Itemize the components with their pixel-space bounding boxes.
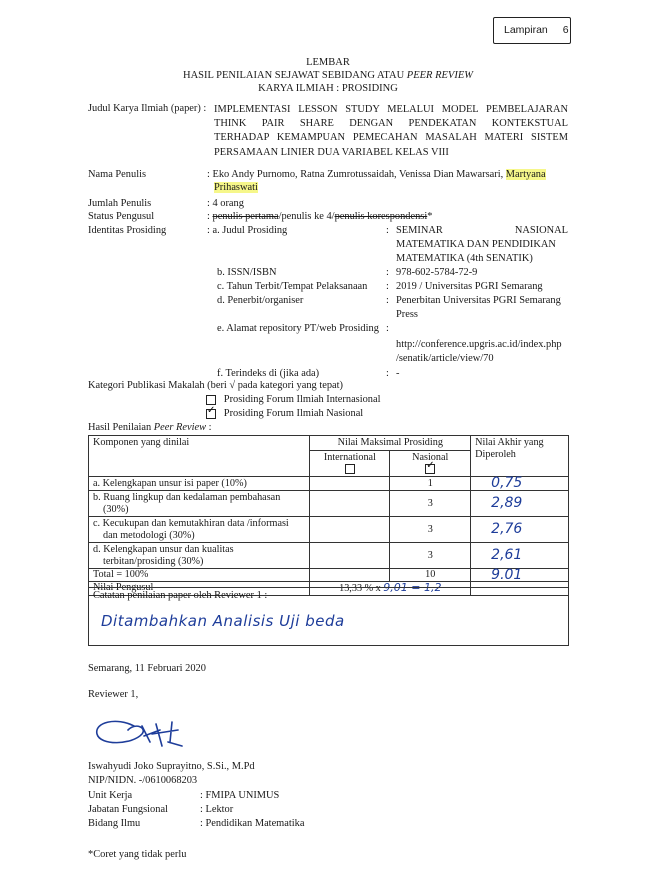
row-nasional: 3 [390,517,471,543]
lampiran-box: Lampiran 6 [493,17,571,44]
header-nilai-akhir-2: Diperoleh [475,448,516,460]
identitas-value-a-2: MATEMATIKA DAN PENDIDIKAN [396,239,556,250]
status-star: * [427,211,433,222]
identitas-value-d-1: Penerbitan Universitas PGRI Semarang [396,295,561,306]
identitas-value-b: 978-602-5784-72-9 [396,267,478,278]
catatan-handwritten: Ditambahkan Analisis Uji beda [101,612,345,630]
total-nilai-akhir: 9.01 [471,569,569,582]
judul-line: THINK PAIR SHARE DENGAN PENDEKATAN KONTEKSTUAL [214,118,568,130]
jumlah-value: : 4 orang [207,198,244,209]
reviewer-label: Reviewer 1, [88,689,139,700]
row-nilai-akhir: 2,76 [471,517,569,543]
header-nilai-akhir-1: Nilai Akhir yang [475,437,544,448]
judul-line: IMPLEMENTASI LESSON STUDY MELALUI MODEL PEMBELAJARAN [214,104,568,115]
pengusul-formula-text: 13,33 % x [339,583,381,594]
status-strike-2: penulis korespondensi [334,211,428,222]
row-komponen [89,543,310,569]
kategori-option-internasional[interactable] [206,394,381,405]
tanggal: Semarang, 11 Februari 2020 [88,663,206,674]
identitas-colon: : [386,323,389,334]
reviewer-jabatan-label: Jabatan Fungsional [88,804,168,815]
header-subtitle: KARYA ILMIAH : PROSIDING [258,83,398,94]
status-value [207,211,432,222]
identitas-key-e: e. Alamat repository PT/web Prosiding [217,323,379,334]
identitas-colon: : [386,267,389,278]
row-nasional: 1 [390,476,471,491]
reviewer-bidang-label: Bidang Ilmu [88,818,141,829]
reviewer-jabatan-value: : Lektor [200,804,234,815]
hasil-label [88,422,212,433]
table-row [89,543,569,569]
reviewer-bidang-value: : Pendidikan Matematika [200,818,305,829]
header-nasional-label: Nasional [412,451,449,463]
checkbox-nasional[interactable] [206,409,216,419]
identitas-key-d: d. Penerbit/organiser [217,295,304,306]
row-international [310,517,390,543]
table-row [89,517,569,543]
identitas-colon: : [386,281,389,292]
reviewer-unit-label: Unit Kerja [88,790,133,801]
table-row [89,476,569,491]
checkbox-internasional[interactable] [206,395,216,405]
footnote: *Coret yang tidak perlu [88,849,187,860]
kategori-option-label: Prosiding Forum Ilmiah Nasional [223,408,364,419]
row-komponen [89,491,310,517]
total-nasional: 10 [390,569,471,582]
row-komponen-line: b. Ruang lingkup dan kedalaman pembahasan [93,492,281,503]
header-nilai-akhir [471,436,569,477]
identitas-key-f: f. Terindeks di (jika ada) [217,368,320,379]
table-row [89,491,569,517]
judul-value [214,103,568,160]
penulis-value-line2 [214,182,258,193]
row-nilai-akhir: 2,61 [471,543,569,569]
judul-line: TERHADAP KEMAMPUAN PEMECAHAN MASALAH MATERI SISTEM [214,132,568,144]
row-nasional: 3 [390,543,471,569]
identitas-value-c: 2019 / Universitas PGRI Semarang [396,281,543,292]
header-title-italic: PEER REVIEW [406,70,473,81]
identitas-colon: : [386,295,389,306]
hasil-label-text: Hasil Penilaian [88,422,154,433]
identitas-value-e-1: http://conference.upgris.ac.id/index.php [396,339,562,350]
penulis-value [207,169,546,180]
catatan-label: Catatan penilaian paper oleh Reviewer 1 : [93,590,268,601]
jumlah-label: Jumlah Penulis [88,198,152,209]
judul-line: PERSAMAAN LINIER DUA VARIABEL KELAS VIII [214,146,449,158]
total-international [310,569,390,582]
penulis-highlight: Martyana [505,169,546,180]
header-international-label: International [323,451,376,463]
header-title [150,70,506,81]
row-international [310,543,390,569]
identitas-value-a-3: MATEMATIKA (4th SENATIK) [396,253,533,264]
identitas-value-a-1: SEMINAR NASIONAL [396,225,568,236]
row-nilai-akhir: 2,89 [471,491,569,517]
identitas-key-a: : a. Judul Prosiding [207,225,288,236]
checkbox-international-col[interactable] [345,464,355,474]
identitas-key-c: c. Tahun Terbit/Tempat Pelaksanaan [217,281,368,292]
catatan-box [88,587,569,646]
kategori-option-label: Prosiding Forum Ilmiah Internasional [223,394,381,405]
reviewer-nip: NIP/NIDN. -/0610068203 [88,775,198,786]
row-komponen [89,517,310,543]
row-komponen-line: (30%) [103,503,129,515]
pengusul-label: Nilai Pengusul [89,582,310,596]
reviewer-unit-value: : FMIPA UNIMUS [200,790,280,801]
header-komponen: Komponen yang dinilai [89,436,310,477]
identitas-label: Identitas Prosiding [88,225,167,236]
header-international [310,450,390,476]
row-komponen: a. Kelengkapan unsur isi paper (10%) [89,476,310,491]
status-label: Status Pengusul [88,211,155,222]
status-strike-1: penulis pertama [212,211,279,222]
penulis-value-text: : Eko Andy Purnomo, Ratna Zumrotussaidah, Venissa Dian Mawarsari, [207,169,506,180]
hasil-label-suffix: : [206,422,212,433]
row-komponen-line: c. Kecukupan dan kemutakhiran data /informasi [93,518,289,529]
identitas-value-f: - [396,368,400,379]
header-title-text: HASIL PENILAIAN SEJAWAT SEBIDANG ATAU [183,70,407,81]
signature-image [92,712,188,752]
row-komponen-line: d. Kelengkapan unsur dan kualitas [93,544,234,555]
identitas-key-b: b. ISSN/ISBN [217,267,277,278]
pengusul-hand-value: 9,01 = 1,2 [383,581,442,594]
row-komponen-line: terbitan/prosiding (30%) [103,555,204,567]
status-colon: : [207,211,210,222]
status-middle: /penulis ke 4/ [278,211,335,222]
identitas-colon: : [386,368,389,379]
kategori-option-nasional[interactable] [206,408,363,419]
reviewer-name: Iswahyudi Joko Suprayitno, S.Si., M.Pd [88,761,255,772]
identitas-value-d-2: Press [396,309,418,320]
penulis-highlight: Prihaswati [214,182,258,193]
row-komponen-line: dan metodologi (30%) [103,529,195,541]
row-nilai-akhir: 0,75 [471,476,569,491]
header-lembar: LEMBAR [306,57,350,68]
row-international [310,491,390,517]
table-row-total [89,569,569,582]
row-nasional: 3 [390,491,471,517]
header-nilai-maks: Nilai Maksimal Prosiding [310,436,471,451]
total-label: Total = 100% [89,569,310,582]
checkbox-nasional-col[interactable] [425,464,435,474]
kategori-label: Kategori Publikasi Makalah (beri √ pada kategori yang tepat) [88,380,343,391]
hasil-label-italic: Peer Review [153,422,207,433]
row-international [310,476,390,491]
penulis-label: Nama Penulis [88,169,147,180]
judul-label: Judul Karya Ilmiah (paper) : [88,103,207,114]
identitas-value-e-2: /senatik/article/view/70 [396,353,494,364]
header-nasional [390,450,471,476]
penilaian-table [88,435,569,596]
identitas-colon: : [386,225,389,236]
